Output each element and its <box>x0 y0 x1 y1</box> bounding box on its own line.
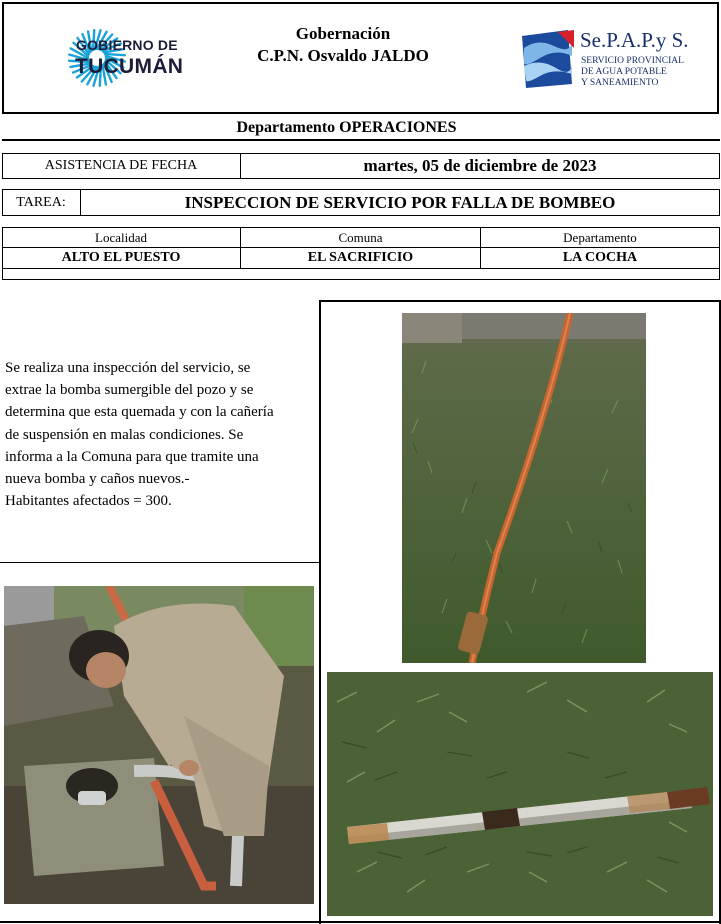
photo-hose-on-grass <box>402 313 646 663</box>
logo-right-name: Se.P.A.P.y S. <box>580 28 689 52</box>
divider <box>2 139 720 141</box>
location-value-localidad: ALTO EL PUESTO <box>61 250 181 265</box>
header-title-line2: C.P.N. Osvaldo JALDO <box>257 46 429 65</box>
divider <box>0 562 320 563</box>
attendance-label: ASISTENCIA DE FECHA <box>44 158 198 173</box>
logo-right-line1: SERVICIO PROVINCIAL <box>581 56 684 66</box>
divider <box>719 189 720 216</box>
logo-right-line3: Y SANEAMIENTO <box>581 78 659 88</box>
description <box>5 357 315 512</box>
divider <box>319 300 721 302</box>
divider <box>719 153 720 179</box>
description-line: Habitantes afectados = 300. <box>5 493 172 510</box>
divider <box>319 300 321 924</box>
description-line: determina que esta quemada y con la cañería <box>5 404 274 421</box>
logo-left-line2: TUCUMÁN <box>75 55 184 78</box>
photo-worker-at-well <box>4 586 314 904</box>
task-label: TAREA: <box>16 194 66 210</box>
location-header-departamento: Departamento <box>563 229 637 245</box>
location-value-comuna: EL SACRIFICIO <box>307 250 414 265</box>
description-line: de suspensión en malas condiciones. Se <box>5 426 244 443</box>
logo-left-line1: GOBIERNO DE <box>76 37 178 53</box>
divider <box>2 268 720 269</box>
photo-burnt-pump-pipe <box>327 672 713 916</box>
description-line: Se realiza una inspección del servicio, se <box>5 360 251 376</box>
task-value: INSPECCION DE SERVICIO POR FALLA DE BOMBEO <box>184 192 616 212</box>
description-line: informa a la Comuna para que tramite una <box>5 448 259 465</box>
description-line: extrae la bomba sumergible del pozo y se <box>5 382 254 399</box>
attendance-date: martes, 05 de diciembre de 2023 <box>363 156 597 175</box>
description-line: nueva bomba y caños nuevos.- <box>5 471 190 488</box>
logo-right-line2: DE AGUA POTABLE <box>581 67 667 77</box>
divider <box>719 227 720 280</box>
divider <box>2 279 720 280</box>
location-header-comuna: Comuna <box>338 229 383 245</box>
divider <box>2 215 720 216</box>
divider <box>0 921 721 923</box>
water-wave-logo-icon <box>518 28 576 90</box>
department-title: Departamento OPERACIONES <box>236 119 457 136</box>
location-header-localidad: Localidad <box>95 229 147 245</box>
divider <box>2 178 720 179</box>
location-value-departamento: LA COCHA <box>562 250 638 265</box>
header-title-line1: Gobernación <box>295 24 391 43</box>
